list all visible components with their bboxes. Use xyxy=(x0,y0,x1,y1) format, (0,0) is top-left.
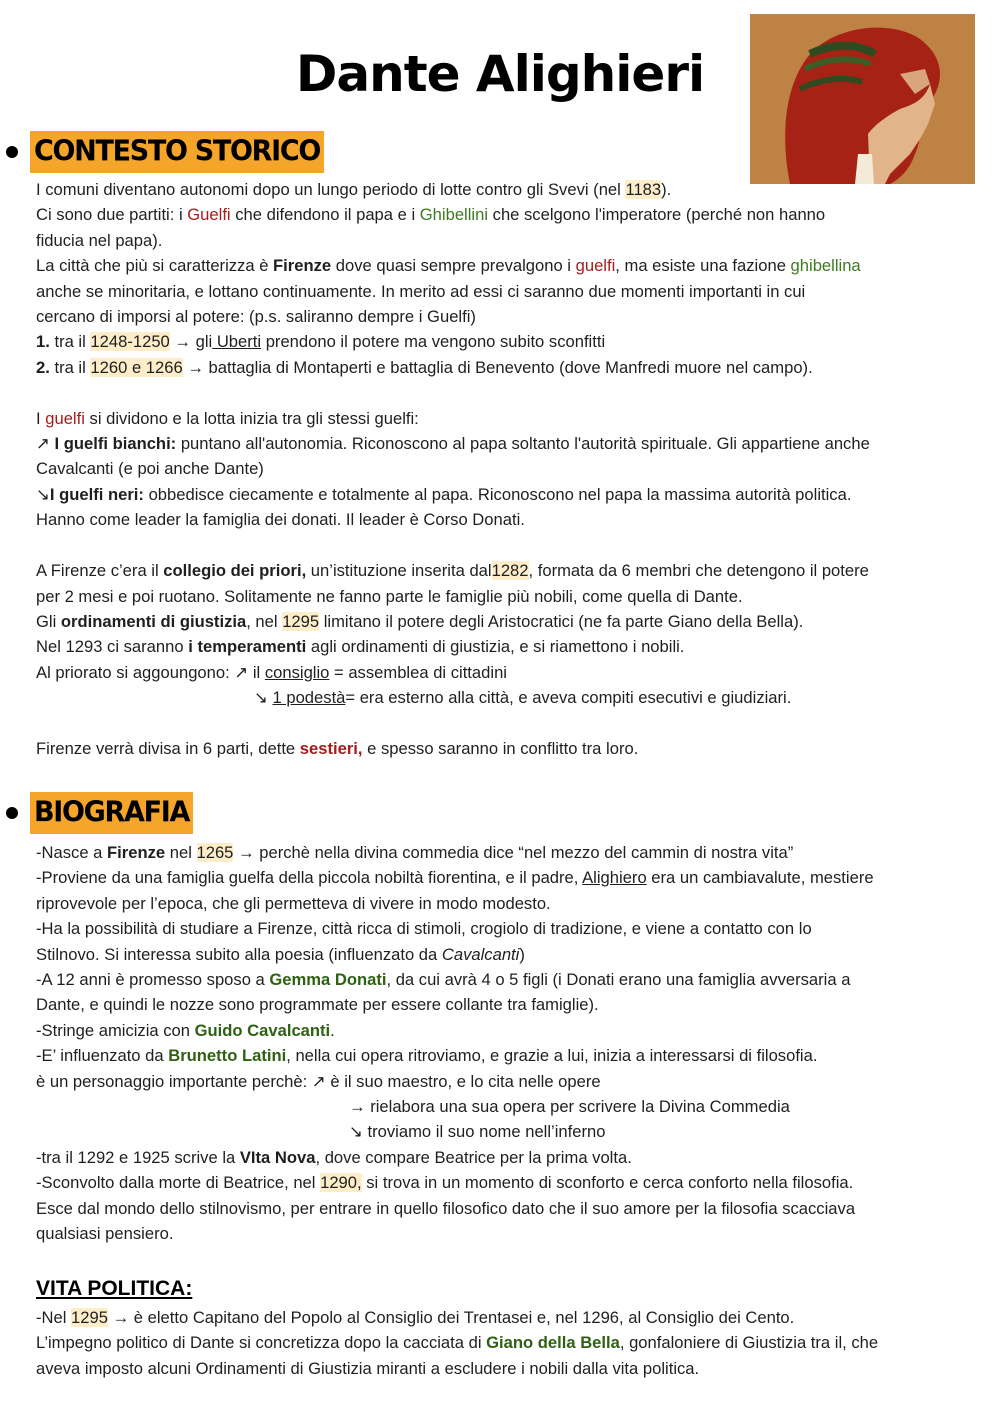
text-line: Firenze verrà divisa in 6 parti, dette sestieri, e spesso saranno in conflitto tra loro. xyxy=(36,738,639,758)
text-line: Al priorato si aggoungono: ↗ il consiglio = assemblea di cittadini xyxy=(36,662,507,682)
section-title: CONTESTO STORICO xyxy=(30,131,324,173)
text-line: Nel 1293 ci saranno i temperamenti agli ordinamenti di giustizia, e si riamettono i nobili. xyxy=(36,637,685,657)
text-line: Ci sono due partiti: i Guelfi che difendono il papa e i Ghibellini che scelgono l'imperatore (perché non hanno xyxy=(36,205,826,225)
text-line: riprovevole per l’epoca, che gli permetteva di vivere in modo modesto. xyxy=(36,893,551,913)
text-line: A Firenze c’era il collegio dei priori, un’istituzione inserita dal1282, formata da 6 membri che detengono il potere xyxy=(36,561,869,581)
section-title: BIOGRAFIA xyxy=(30,792,193,834)
text-line: Gli ordinamenti di giustizia, nel 1295 limitano il potere degli Aristocratici (ne fa parte Giano della Bella). xyxy=(36,611,804,631)
text-line: -Nel 1295 → è eletto Capitano del Popolo al Consiglio dei Trentasei e, nel 1296, al Consiglio dei Cento. xyxy=(36,1308,795,1327)
section-header-biografia xyxy=(6,793,193,833)
text-line: La città che più si caratterizza è Firenze dove quasi sempre prevalgono i guelfi, ma esiste una fazione ghibellina xyxy=(36,256,861,276)
page-title: Dante Alighieri xyxy=(295,45,705,103)
text-line: è un personaggio importante perchè: ↗ è il suo maestro, e lo cita nelle opere xyxy=(36,1071,601,1091)
contesto-paragraphs xyxy=(36,177,971,761)
vita-politica-heading: VITA POLITICA: xyxy=(36,1277,193,1300)
text-line: Esce dal mondo dello stilnovismo, per entrare in quello filosofico dato che il suo amore per la filosofia scacciava xyxy=(36,1198,856,1218)
text-line: aveva imposto alcuni Ordinamenti di Giustizia miranti a escludere i nobili dalla vita politica. xyxy=(36,1358,700,1378)
text-line: -Stringe amicizia con Guido Cavalcanti. xyxy=(36,1020,335,1040)
text-line: ↗ I guelfi bianchi: puntano all'autonomia. Riconoscono al papa soltanto l'autorità spirituale. Gli appartiene anche xyxy=(36,434,870,454)
bullet-icon xyxy=(6,146,18,158)
text-line: -tra il 1292 e 1925 scrive la VIta Nova, dove compare Beatrice per la prima volta. xyxy=(36,1147,632,1167)
text-line: ↘ 1 podestà= era esterno alla città, e aveva compiti esecutivi e giudiziari. xyxy=(254,688,792,708)
blank-line xyxy=(36,533,971,558)
text-line: 1. tra il 1248-1250 → gli Uberti prendono il potere ma vengono subito sconfitti xyxy=(36,332,606,352)
text-line: I comuni diventano autonomi dopo un lungo periodo di lotte contro gli Svevi (nel 1183). xyxy=(36,180,672,199)
text-line: fiducia nel papa). xyxy=(36,230,163,250)
blank-line xyxy=(36,711,971,736)
text-line: -Nasce a Firenze nel 1265 → perchè nella divina commedia dice “nel mezzo del cammin di nostra vita” xyxy=(36,843,794,862)
text-line: → rielabora una sua opera per scrivere la Divina Commedia xyxy=(349,1097,790,1117)
text-line: -E’ influenzato da Brunetto Latini, nella cui opera ritroviamo, e grazie a lui, inizia a interessarsi di filosofia. xyxy=(36,1046,818,1066)
text-line: L’impegno politico di Dante si concretizza dopo la cacciata di Giano della Bella, gonfaloniere di Giustizia tra il, che xyxy=(36,1333,879,1353)
text-line: -Ha la possibilità di studiare a Firenze, città ricca di stimoli, crogiolo di tradizione, e viene a contatto con lo xyxy=(36,919,812,939)
dante-portrait-image xyxy=(750,14,975,184)
text-line: anche se minoritaria, e lottano continuamente. In merito ad essi ci saranno due momenti importanti in cui xyxy=(36,281,806,301)
vita-politica-paragraphs xyxy=(36,1305,971,1381)
text-line: ↘ troviamo il suo nome nell’inferno xyxy=(349,1122,606,1142)
text-line: 2. tra il 1260 e 1266 → battaglia di Montaperti e battaglia di Benevento (dove Manfredi muore nel campo). xyxy=(36,357,813,377)
text-line: -A 12 anni è promesso sposo a Gemma Donati, da cui avrà 4 o 5 figli (i Donati erano una famiglia avversaria a xyxy=(36,970,851,990)
text-line: Cavalcanti (e poi anche Dante) xyxy=(36,459,264,479)
biografia-paragraphs xyxy=(36,840,971,1247)
text-line: cercano di imporsi al potere: (p.s. saliranno dempre i Guelfi) xyxy=(36,307,476,327)
text-line: ↘I guelfi neri: obbedisce ciecamente e totalmente al papa. Riconoscono nel papa la massima autorità politica. xyxy=(36,484,852,504)
text-line: Hanno come leader la famiglia dei donati. Il leader è Corso Donati. xyxy=(36,510,525,530)
text-line: per 2 mesi e poi ruotano. Solitamente ne fanno parte le famiglie più nobili, come quella di Dante. xyxy=(36,586,743,606)
text-line: I guelfi si dividono e la lotta inizia tra gli stessi guelfi: xyxy=(36,408,419,428)
section-header-contesto xyxy=(6,132,324,172)
text-line: Stilnovo. Si interessa subito alla poesia (influenzato da Cavalcanti) xyxy=(36,944,525,964)
bullet-icon xyxy=(6,807,18,819)
text-line: -Sconvolto dalla morte di Beatrice, nel 1290, si trova in un momento di sconforto e cerca conforto nella filosofia. xyxy=(36,1173,854,1193)
text-line: -Proviene da una famiglia guelfa della piccola nobiltà fiorentina, e il padre, Alighiero era un cambiavalute, mestiere xyxy=(36,868,874,888)
text-line: Dante, e quindi le nozze sono programmate per essere collante tra famiglie). xyxy=(36,995,599,1015)
blank-line xyxy=(36,380,971,405)
text-line: qualsiasi pensiero. xyxy=(36,1224,174,1244)
